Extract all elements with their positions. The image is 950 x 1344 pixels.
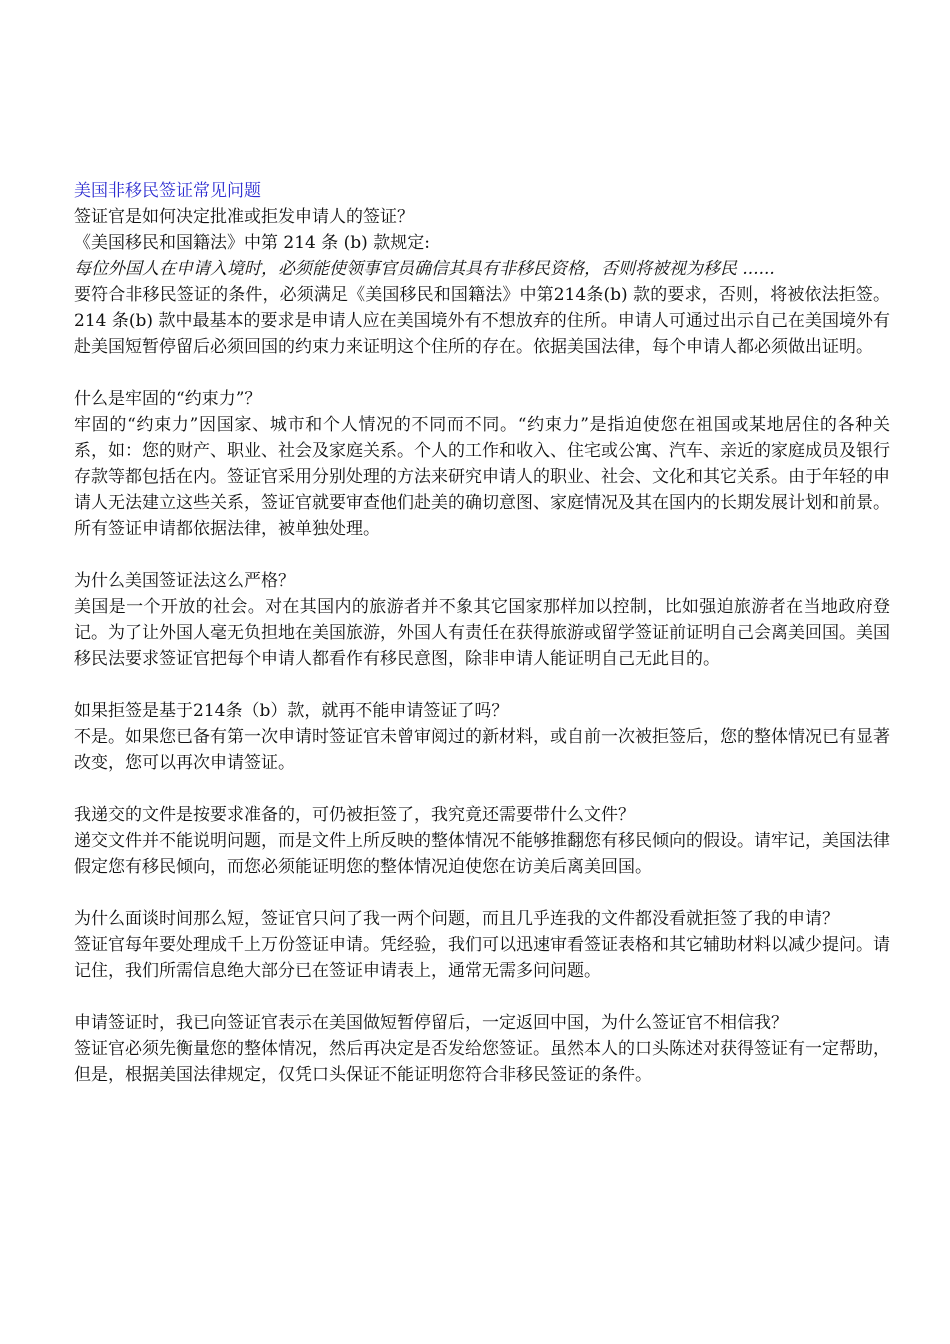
law-quote: 每位外国人在申请入境时，必须能使领事官员确信其具有非移民资格，否则将被视为移民 ...... <box>74 259 775 279</box>
faq-question: 申请签证时，我已向签证官表示在美国做短暂停留后，一定返回中国，为什么签证官不相信我？ <box>74 1013 788 1033</box>
faq-question: 如果拒签是基于214条（b）款，就再不能申请签证了吗？ <box>74 701 509 721</box>
faq-section-reapply <box>74 698 890 776</box>
faq-section-binding-ties <box>74 386 890 542</box>
faq-question: 我递交的文件是按要求准备的，可仍被拒签了，我究竟还需要带什么文件？ <box>74 805 635 825</box>
faq-answer: 签证官每年要处理成千上万份签证申请。凭经验，我们可以迅速审看签证表格和其它辅助材料以减少提问。请记住，我们所需信息绝大部分已在签证申请表上，通常无需多问问题。 <box>74 935 890 981</box>
faq-answer: 牢固的“约束力”因国家、城市和个人情况的不同而不同。“约束力”是指迫使您在祖国或某地居住的各种关系，如：您的财产、职业、社会及家庭关系。个人的工作和收入、住宅或公寓、汽车、亲近的家庭成员及银行存款等都包括在内。签证官采用分别处理的方法来研究申请人的职业、社会、文化和其它关系。由于年轻的申请人无法建立这些关系，签证官就要审查他们赴美的确切意图、家庭情况及其在国内的长期发展计划和前景。所有签证申请都依据法律，被单独处理。 <box>74 415 890 539</box>
faq-section-verbal-assurance <box>74 1010 890 1088</box>
faq-section-strict-law <box>74 568 890 672</box>
faq-section-documents <box>74 802 890 880</box>
faq-answer: 递交文件并不能说明问题，而是文件上所反映的整体情况不能够推翻您有移民倾向的假设。请牢记，美国法律假定您有移民倾向，而您必须能证明您的整体情况迫使您在访美后离美回国。 <box>74 831 890 877</box>
faq-question: 为什么面谈时间那么短，签证官只问了我一两个问题，而且几乎连我的文件都没看就拒签了我的申请？ <box>74 909 839 929</box>
faq-section-short-interview <box>74 906 890 984</box>
faq-question: 为什么美国签证法这么严格？ <box>74 571 295 591</box>
intro-paragraph: 要符合非移民签证的条件，必须满足《美国移民和国籍法》中第214条(b) 款的要求，否则，将被依法拒签。214 条(b) 款中最基本的要求是申请人应在美国境外有不想放弃的住所。申请人可通过出示自己在美国境外有赴美国短暂停留后必须回国的约束力来证明这个住所的存在。依据美国法律，每个申请人都必须做出证明。 <box>74 285 890 357</box>
faq-answer: 美国是一个开放的社会。对在其国内的旅游者并不象其它国家那样加以控制，比如强迫旅游者在当地政府登记。为了让外国人毫无负担地在美国旅游，外国人有责任在获得旅游或留学签证前证明自己会离美回国。美国移民法要求签证官把每个申请人都看作有移民意图，除非申请人能证明自己无此目的。 <box>74 597 890 669</box>
faq-answer: 不是。如果您已备有第一次申请时签证官未曾审阅过的新材料，或自前一次被拒签后，您的整体情况已有显著改变，您可以再次申请签证。 <box>74 727 890 773</box>
law-reference: 《美国移民和国籍法》中第 214 条 (b) 款规定: <box>74 233 430 253</box>
document-title: 美国非移民签证常见问题 <box>74 181 261 201</box>
intro-question: 签证官是如何决定批准或拒发申请人的签证？ <box>74 207 414 227</box>
faq-answer: 签证官必须先衡量您的整体情况，然后再决定是否发给您签证。虽然本人的口头陈述对获得签证有一定帮助，但是，根据美国法律规定，仅凭口头保证不能证明您符合非移民签证的条件。 <box>74 1039 890 1085</box>
faq-question: 什么是牢固的“约束力”？ <box>74 389 262 409</box>
